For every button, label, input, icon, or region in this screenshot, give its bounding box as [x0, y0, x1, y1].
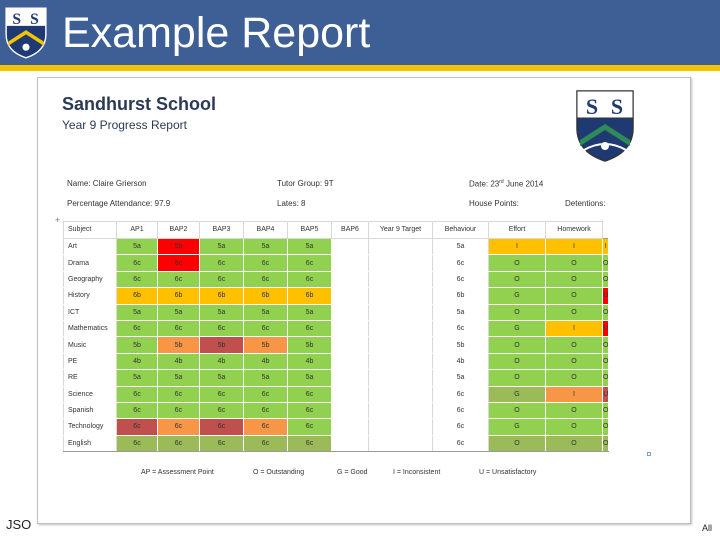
grade-cell: 6c: [288, 402, 332, 418]
slide-title: Example Report: [62, 9, 371, 57]
grade-cell: [332, 288, 369, 304]
footer-note: All: [702, 523, 713, 533]
grade-cell: [369, 239, 433, 255]
grade-cell: 6b: [288, 288, 332, 304]
grade-cell: 6c: [288, 255, 332, 271]
table-row: [64, 320, 609, 336]
grade-cell: O: [489, 435, 546, 451]
grade-cell: [369, 435, 433, 451]
grade-cell: [369, 370, 433, 386]
grade-cell: O: [603, 255, 609, 271]
table-row: [64, 402, 609, 418]
grade-cell: I: [546, 386, 603, 402]
grade-cell: O: [546, 419, 603, 435]
grade-cell: [332, 239, 369, 255]
grade-cell: O: [603, 304, 609, 320]
svg-text:S: S: [12, 10, 22, 28]
grade-cell: 6c: [158, 419, 200, 435]
grade-cell: [369, 419, 433, 435]
grade-cell: 6c: [158, 255, 200, 271]
grade-cell: [369, 304, 433, 320]
grade-cell: 4b: [200, 353, 244, 369]
grade-cell: 5a: [117, 370, 158, 386]
svg-text:S: S: [30, 10, 39, 28]
subject-cell: Music: [64, 337, 117, 353]
grade-cell: O: [603, 353, 609, 369]
grade-cell: 5a: [200, 304, 244, 320]
grade-cell: 5b: [158, 337, 200, 353]
grade-cell: [332, 320, 369, 336]
grade-cell: 6c: [158, 435, 200, 451]
school-crest-icon: [4, 5, 48, 61]
grade-cell: [369, 271, 433, 287]
school-name: Sandhurst School: [62, 94, 217, 114]
grade-cell: [332, 255, 369, 271]
grade-cell: 6c: [200, 435, 244, 451]
progress-table: [63, 221, 609, 452]
subject-cell: Science: [64, 386, 117, 402]
grade-cell: 5a: [288, 304, 332, 320]
grade-cell: 6c: [117, 386, 158, 402]
grade-cell: 5a: [158, 370, 200, 386]
grade-cell: 5b: [433, 337, 489, 353]
subject-cell: ICT: [64, 304, 117, 320]
table-row: [64, 304, 609, 320]
grade-cell: 6c: [288, 386, 332, 402]
grade-cell: 6c: [288, 419, 332, 435]
grade-cell: 6c: [288, 435, 332, 451]
grade-cell: 6c: [158, 402, 200, 418]
grade-cell: 6c: [158, 271, 200, 287]
grade-cell: 6c: [244, 255, 288, 271]
subject-cell: Technology: [64, 419, 117, 435]
grade-cell: 6c: [244, 320, 288, 336]
grade-cell: 5a: [288, 370, 332, 386]
grade-cell: 6c: [117, 435, 158, 451]
title-banner: [0, 0, 720, 65]
grade-cell: 5b: [158, 239, 200, 255]
grade-cell: [332, 304, 369, 320]
grade-cell: 6c: [244, 402, 288, 418]
grade-cell: 5a: [244, 239, 288, 255]
grade-cell: 6c: [433, 320, 489, 336]
grade-cell: O: [489, 370, 546, 386]
column-header: BAP6: [332, 222, 369, 239]
grade-cell: 6b: [244, 288, 288, 304]
grade-cell: O: [546, 435, 603, 451]
column-header: Effort: [489, 222, 546, 239]
grade-cell: G: [489, 419, 546, 435]
grade-cell: 6c: [200, 386, 244, 402]
report-subtitle: Year 9 Progress Report: [62, 118, 187, 132]
grade-cell: I: [489, 239, 546, 255]
grade-cell: 4b: [244, 353, 288, 369]
grade-cell: 5a: [117, 304, 158, 320]
table-resize-handle[interactable]: [647, 452, 651, 456]
key-good: G = Good: [337, 469, 368, 476]
grade-cell: O: [546, 337, 603, 353]
grade-cell: O: [603, 419, 609, 435]
grade-cell: 6c: [200, 255, 244, 271]
grade-cell: 6c: [158, 320, 200, 336]
grade-cell: 5a: [158, 304, 200, 320]
grade-cell: [332, 419, 369, 435]
key-inconsistent: I = Inconsistent: [393, 469, 441, 476]
column-header: Behaviour: [433, 222, 489, 239]
subject-cell: RE: [64, 370, 117, 386]
grade-cell: 6c: [200, 402, 244, 418]
grade-cell: O: [489, 353, 546, 369]
grade-cell: O: [603, 402, 609, 418]
grade-cell: O: [603, 370, 609, 386]
grade-cell: [332, 271, 369, 287]
grade-cell: [369, 353, 433, 369]
grade-cell: 5b: [200, 337, 244, 353]
banner-accent-line: [0, 65, 720, 71]
subject-cell: Spanish: [64, 402, 117, 418]
column-header: BAP5: [288, 222, 332, 239]
table-row: [64, 271, 609, 287]
grade-cell: 6c: [158, 386, 200, 402]
grade-cell: G: [489, 320, 546, 336]
grade-cell: U: [603, 386, 609, 402]
grade-cell: 6c: [117, 255, 158, 271]
grade-cell: O: [546, 304, 603, 320]
key-assessment-point: AP = Assessment Point: [141, 469, 214, 476]
grade-cell: O: [489, 304, 546, 320]
grade-cell: 5a: [244, 370, 288, 386]
grade-cell: [369, 402, 433, 418]
grade-cell: 6c: [244, 271, 288, 287]
svg-text:S: S: [610, 94, 624, 119]
grade-cell: G: [489, 288, 546, 304]
footer-initials: JSO: [6, 517, 32, 532]
svg-text:S: S: [585, 94, 599, 119]
grade-cell: O: [603, 271, 609, 287]
grade-cell: 4b: [433, 353, 489, 369]
table-row: [64, 419, 609, 435]
grade-cell: [369, 288, 433, 304]
grade-cell: [332, 402, 369, 418]
table-row: [64, 386, 609, 402]
grade-cell: 6c: [117, 402, 158, 418]
grade-cell: O: [546, 402, 603, 418]
subject-cell: Drama: [64, 255, 117, 271]
subject-cell: English: [64, 435, 117, 451]
grade-cell: 5a: [433, 304, 489, 320]
grade-cell: [369, 337, 433, 353]
table-row: [64, 370, 609, 386]
grade-cell: 6c: [433, 255, 489, 271]
grade-cell: [332, 337, 369, 353]
grade-cell: 6c: [244, 435, 288, 451]
table-move-handle[interactable]: +: [55, 215, 61, 225]
student-name: Name: Claire Grierson: [67, 179, 147, 188]
grade-cell: [369, 386, 433, 402]
grade-cell: 6c: [244, 419, 288, 435]
grade-cell: [332, 435, 369, 451]
grade-cell: O: [603, 435, 609, 451]
grade-cell: O: [546, 255, 603, 271]
subject-cell: Mathematics: [64, 320, 117, 336]
grade-cell: O: [546, 370, 603, 386]
grade-cell: 6b: [158, 288, 200, 304]
grade-cell: O: [546, 353, 603, 369]
grade-cell: O: [546, 288, 603, 304]
grade-cell: O: [489, 402, 546, 418]
subject-cell: PE: [64, 353, 117, 369]
table-body: [64, 239, 609, 452]
attendance: Percentage Attendance: 97.9: [67, 199, 171, 208]
grade-cell: O: [603, 337, 609, 353]
subject-cell: History: [64, 288, 117, 304]
report-date: Date: 23rd June 2014: [469, 179, 544, 189]
grade-cell: O: [489, 255, 546, 271]
grade-cell: 5b: [288, 337, 332, 353]
grade-cell: 6c: [433, 435, 489, 451]
grade-cell: 6c: [288, 320, 332, 336]
grade-cell: G: [489, 386, 546, 402]
column-header: BAP3: [200, 222, 244, 239]
grade-cell: 5a: [200, 370, 244, 386]
grade-cell: [369, 255, 433, 271]
table-header-row: [64, 222, 609, 239]
grade-cell: 6c: [200, 271, 244, 287]
school-crest-icon: [574, 88, 636, 164]
grade-cell: I: [546, 320, 603, 336]
table-row: [64, 353, 609, 369]
subject-cell: Geography: [64, 271, 117, 287]
grade-cell: 6c: [200, 419, 244, 435]
grade-cell: [369, 320, 433, 336]
column-header: Subject: [64, 222, 117, 239]
grade-cell: 6c: [117, 271, 158, 287]
table-row: [64, 337, 609, 353]
grade-cell: 6b: [117, 288, 158, 304]
grade-cell: [332, 370, 369, 386]
detentions: Detentions:: [565, 199, 606, 208]
grade-cell: 6c: [433, 402, 489, 418]
column-header: Homework: [546, 222, 603, 239]
grade-cell: I: [546, 239, 603, 255]
grade-cell: 5a: [433, 239, 489, 255]
key-outstanding: O = Outstanding: [253, 469, 305, 476]
subject-cell: Art: [64, 239, 117, 255]
grade-cell: 6b: [200, 288, 244, 304]
grade-cell: [332, 386, 369, 402]
progress-report-document: [37, 77, 691, 524]
grade-cell: 4b: [158, 353, 200, 369]
grade-cell: 4b: [117, 353, 158, 369]
grade-cell: 6c: [117, 419, 158, 435]
grade-cell: 6c: [244, 386, 288, 402]
grade-cell: 6c: [117, 320, 158, 336]
grade-cell: 6c: [288, 271, 332, 287]
column-header: BAP4: [244, 222, 288, 239]
grade-cell: 6c: [433, 386, 489, 402]
grade-cell: 5a: [288, 239, 332, 255]
column-header: AP1: [117, 222, 158, 239]
grade-cell: O: [546, 271, 603, 287]
grade-cell: 6c: [200, 320, 244, 336]
grade-cell: O: [489, 271, 546, 287]
grade-cell: [332, 353, 369, 369]
grade-cell: 6c: [433, 271, 489, 287]
house-points: House Points:: [469, 199, 519, 208]
column-header: Year 9 Target: [369, 222, 433, 239]
grade-cell: 4b: [288, 353, 332, 369]
grade-cell: 6c: [433, 419, 489, 435]
grade-cell: 5a: [117, 239, 158, 255]
grade-cell: 5b: [117, 337, 158, 353]
column-header: BAP2: [158, 222, 200, 239]
tutor-group: Tutor Group: 9T: [277, 179, 334, 188]
key-unsatisfactory: U = Unsatisfactory: [479, 469, 537, 476]
grade-cell: U: [603, 320, 609, 336]
grade-cell: 5b: [244, 337, 288, 353]
grade-cell: I: [603, 239, 609, 255]
table-row: [64, 239, 609, 255]
lates: Lates: 8: [277, 199, 306, 208]
table-row: [64, 435, 609, 451]
grade-cell: 5a: [244, 304, 288, 320]
grade-cell: U: [603, 288, 609, 304]
grade-cell: O: [489, 337, 546, 353]
grade-cell: 6b: [433, 288, 489, 304]
grade-cell: 5a: [200, 239, 244, 255]
table-row: [64, 255, 609, 271]
grade-cell: 5a: [433, 370, 489, 386]
table-row: [64, 288, 609, 304]
